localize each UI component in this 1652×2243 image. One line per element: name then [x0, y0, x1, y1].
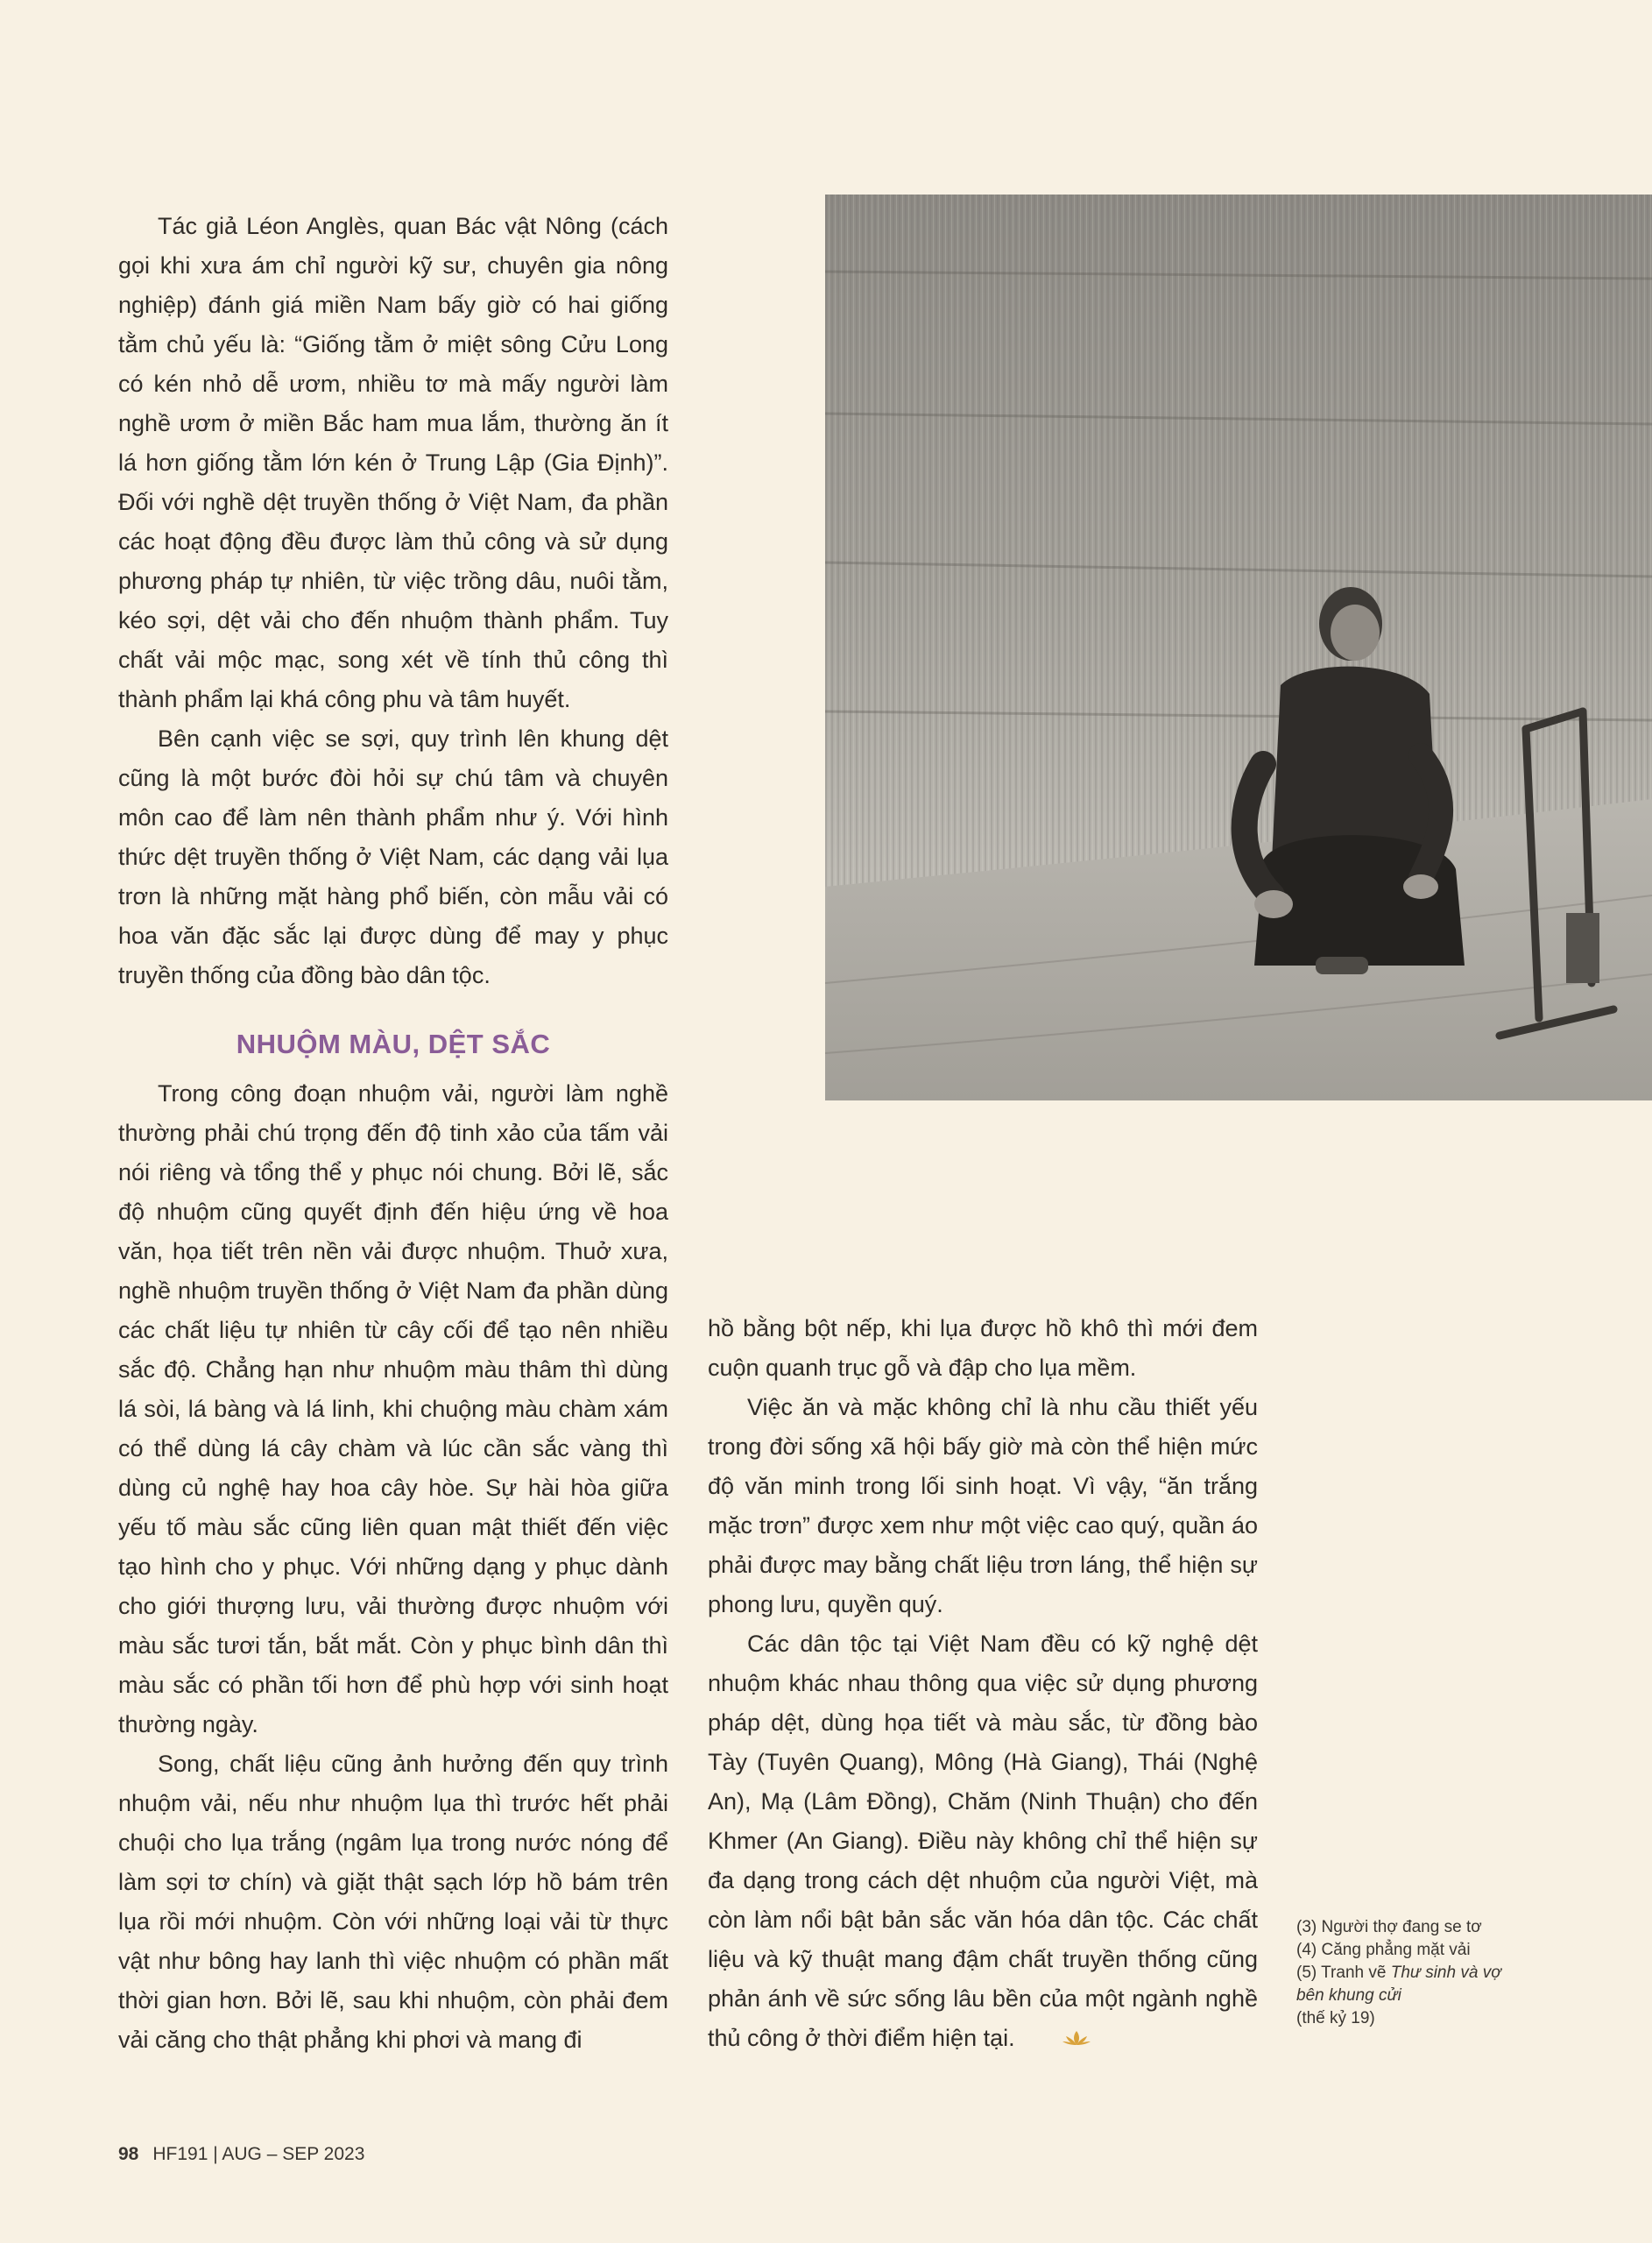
caption-line: (3) Người thợ đang se tơ [1296, 1918, 1482, 1936]
caption-line [1296, 1962, 1507, 2007]
article-column-right [708, 1309, 1258, 2059]
section-heading: NHUỘM MÀU, DỆT SẮC [236, 1029, 551, 1059]
paragraph: Trong công đoạn nhuộm vải, người làm nghề thường phải chú trọng đến độ tinh xảo của tấm vải nói riêng và tổng thể y phục nói chung. Bởi lẽ, sắc độ nhuộm cũng quyết định đến hiệu ứng về hoa văn, họa tiết trên nền vải được nhuộm. Thuở xưa, nghề nhuộm truyền thống ở Việt Nam đa phần dùng các chất liệu tự nhiên từ cây cối để tạo nên nhiều sắc độ. Chẳng hạn như nhuộm màu thâm thì dùng lá sòi, lá bàng và lá linh, khi chuộng màu chàm xám có thể dùng lá cây chàm và lúc cần sắc vàng thì dùng củ nghệ hay hoa cây hòe. Sự hài hòa giữa yếu tố màu sắc cũng liên quan mật thiết đến việc tạo hình cho y phục. Với những dạng y phục dành cho giới thượng lưu, vải thường được nhuộm với màu sắc tươi tắn, bắt mắt. Còn y phục bình dân thì màu sắc có phần tối hơn để phù hợp với sinh hoạt thường ngày. [118, 1080, 668, 1737]
paragraph: Tác giả Léon Anglès, quan Bác vật Nông (cách gọi khi xưa ám chỉ người kỹ sư, chuyên gia nông nghiệp) đánh giá miền Nam bấy giờ có hai giống tằm chủ yếu là: “Giống tằm ở miệt sông Cửu Long có kén nhỏ dễ ươm, nhiều tơ mà mấy người làm nghề ươm ở miền Bắc ham mua lắm, thường ăn ít lá hơn giống tằm lớn kén ở Trung Lập (Gia Định)”. Đối với nghề dệt truyền thống ở Việt Nam, đa phần các hoạt động đều được làm thủ công và sử dụng phương pháp tự nhiên, từ việc trồng dâu, nuôi tằm, kéo sợi, dệt vải cho đến nhuộm thành phẩm. Tuy chất vải mộc mạc, song xét về tính thủ công thì thành phẩm lại khá công phu và tâm huyết. [118, 213, 668, 712]
paragraph-final [708, 1624, 1258, 2059]
article-column-left-top [118, 207, 668, 995]
weaver-photo-illustration [825, 195, 1652, 1100]
caption-line: (thế kỷ 19) [1296, 2009, 1375, 2027]
article-photo [825, 195, 1652, 1100]
paragraph: Song, chất liệu cũng ảnh hưởng đến quy trình nhuộm vải, nếu như nhuộm lụa thì trước hết phải chuội cho lụa trắng (ngâm lụa trong nước nóng để làm sợi tơ chín) và giặt thật sạch lớp hồ bám trên lụa rồi mới nhuộm. Còn với những loại vải từ thực vật như bông hay lanh thì việc nhuộm có phần mất thời gian hơn. Bởi lẽ, sau khi nhuộm, còn phải đem vải căng cho thật phẳng khi phơi và mang đi [118, 1751, 668, 2053]
caption-artwork-title: Thư sinh và vợ bên khung cửi [1296, 1964, 1501, 2005]
issue-label: HF191 | AUG – SEP 2023 [152, 2144, 365, 2164]
photo-caption [1296, 1916, 1507, 2030]
caption-prefix: (5) Tranh vẽ [1296, 1964, 1391, 1982]
lotus-icon [1022, 2020, 1091, 2059]
page-number: 98 [118, 2144, 139, 2164]
page-footer [118, 2144, 364, 2165]
paragraph-continuation: hồ bằng bột nếp, khi lụa được hồ khô thì mới đem cuộn quanh trục gỗ và đập cho lụa mềm. [708, 1315, 1258, 1381]
paragraph: Việc ăn và mặc không chỉ là nhu cầu thiết yếu trong đời sống xã hội bấy giờ mà còn thể hiện mức độ văn minh trong lối sinh hoạt. Vì vậy, “ăn trắng mặc trơn” được xem như một việc cao quý, quần áo phải được may bằng chất liệu trơn láng, thể hiện sự phong lưu, quyền quý. [708, 1394, 1258, 1617]
article-column-left-bottom [118, 1074, 668, 2060]
caption-line: (4) Căng phẳng mặt vải [1296, 1941, 1471, 1959]
paragraph: Bên cạnh việc se sợi, quy trình lên khung dệt cũng là một bước đòi hỏi sự chú tâm và chuyên môn cao để làm nên thành phẩm như ý. Với hình thức dệt truyền thống ở Việt Nam, các dạng vải lụa trơn là những mặt hàng phổ biến, còn mẫu vải có hoa văn đặc sắc lại được dùng để may y phục truyền thống của đồng bào dân tộc. [118, 725, 668, 988]
paragraph-text: Các dân tộc tại Việt Nam đều có kỹ nghệ dệt nhuộm khác nhau thông qua việc sử dụng phương pháp dệt, dùng họa tiết và màu sắc, từ đồng bào Tày (Tuyên Quang), Mông (Hà Giang), Thái (Nghệ An), Mạ (Lâm Đồng), Chăm (Ninh Thuận) cho đến Khmer (An Giang). Điều này không chỉ thể hiện sự đa dạng trong cách dệt nhuộm của người Việt, mà còn làm nổi bật bản sắc văn hóa dân tộc. Các chất liệu và kỹ thuật mang đậm chất truyền thống cũng phản ánh về sức sống lâu bền của một ngành nghề thủ công ở thời điểm hiện tại. [708, 1631, 1258, 2051]
